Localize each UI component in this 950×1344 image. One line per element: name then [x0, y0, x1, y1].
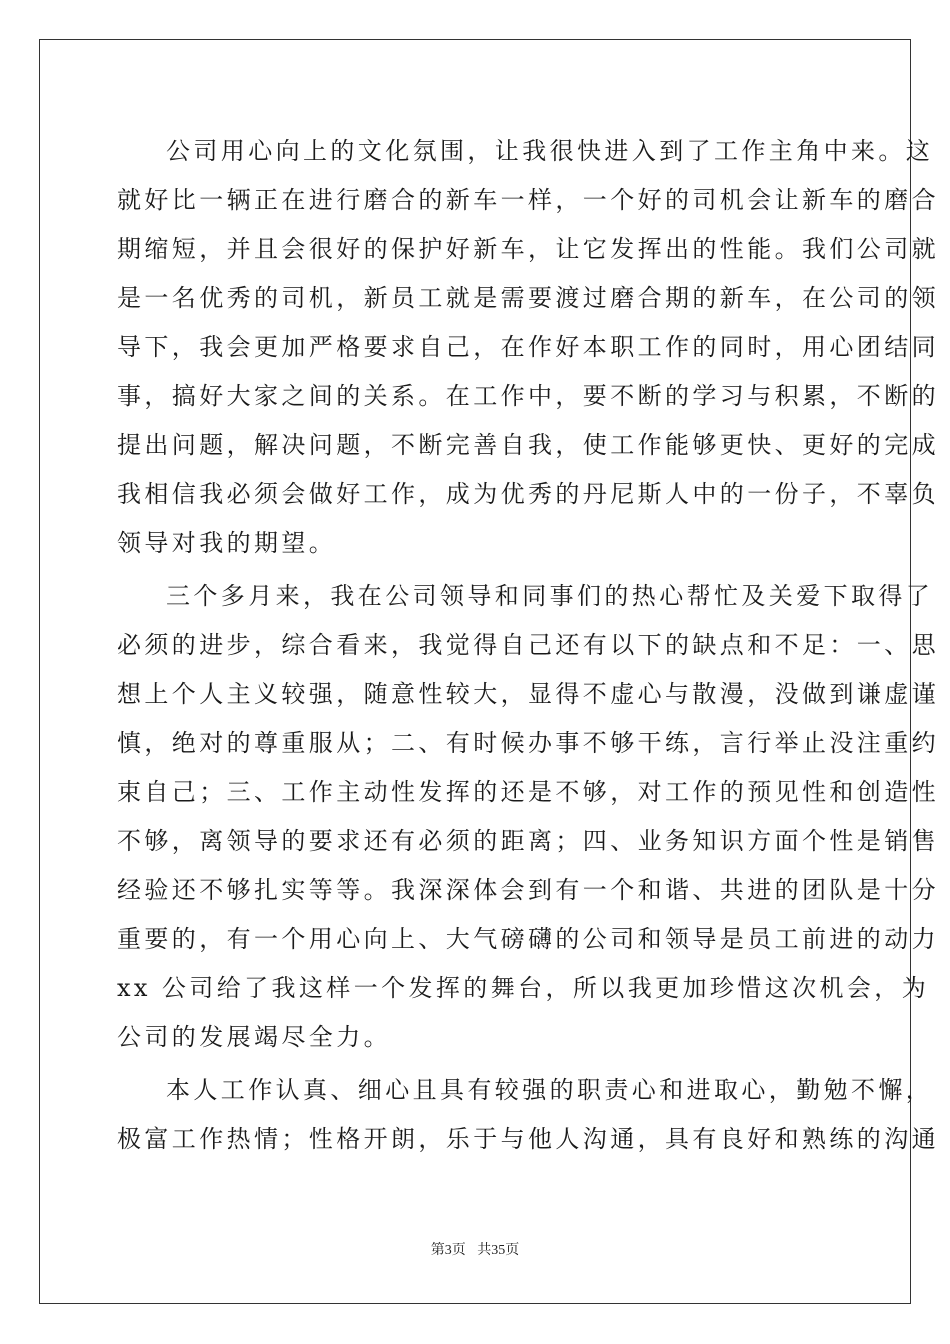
text-line: 提出问题，解决问题，不断完善自我，使工作能够更快、更好的完成 — [117, 431, 939, 459]
paragraph-3 — [117, 1066, 939, 1164]
text-line: 本人工作认真、细心且具有较强的职责心和进取心，勤勉不懈， — [166, 1076, 934, 1104]
text-line: 事，搞好大家之间的关系。在工作中，要不断的学习与积累，不断的 — [117, 382, 939, 410]
text-line: 期缩短，并且会很好的保护好新车，让它发挥出的性能。我们公司就 — [117, 235, 939, 263]
text-line: xx 公司给了我这样一个发挥的舞台，所以我更加珍惜这次机会，为 — [117, 974, 930, 1002]
text-line: 三个多月来，我在公司领导和同事们的热心帮忙及关爱下取得了 — [166, 582, 934, 610]
text-line: 领导对我的期望。 — [117, 529, 337, 557]
paragraph-2 — [117, 572, 939, 1062]
paragraph-1 — [117, 127, 939, 568]
page-total: 共35页 — [477, 1243, 520, 1258]
text-line: 重要的，有一个用心向上、大气磅礴的公司和领导是员工前进的动力 — [117, 925, 939, 953]
text-line: 导下，我会更加严格要求自己，在作好本职工作的同时，用心团结同 — [117, 333, 939, 361]
text-line: 极富工作热情；性格开朗，乐于与他人沟通，具有良好和熟练的沟通 — [117, 1125, 939, 1153]
text-line: 公司用心向上的文化氛围，让我很快进入到了工作主角中来。这 — [166, 137, 934, 165]
text-line: 束自己；三、工作主动性发挥的还是不够，对工作的预见性和创造性 — [117, 778, 939, 806]
text-line: 不够，离领导的要求还有必须的距离；四、业务知识方面个性是销售 — [117, 827, 939, 855]
text-line: 想上个人主义较强，随意性较大，显得不虚心与散漫，没做到谦虚谨 — [117, 680, 939, 708]
page-number: 第3页 — [430, 1243, 466, 1258]
text-line: 是一名优秀的司机，新员工就是需要渡过磨合期的新车，在公司的领 — [117, 284, 939, 312]
text-line: 慎，绝对的尊重服从；二、有时候办事不够干练，言行举止没注重约 — [117, 729, 939, 757]
document-body — [117, 127, 939, 1168]
text-line: 公司的发展竭尽全力。 — [117, 1023, 391, 1051]
text-line: 我相信我必须会做好工作，成为优秀的丹尼斯人中的一份子，不辜负 — [117, 480, 939, 508]
page-footer — [0, 1241, 950, 1261]
text-line: 经验还不够扎实等等。我深深体会到有一个和谐、共进的团队是十分 — [117, 876, 939, 904]
text-line: 必须的进步，综合看来，我觉得自己还有以下的缺点和不足：一、思 — [117, 631, 939, 659]
text-line: 就好比一辆正在进行磨合的新车一样，一个好的司机会让新车的磨合 — [117, 186, 939, 214]
